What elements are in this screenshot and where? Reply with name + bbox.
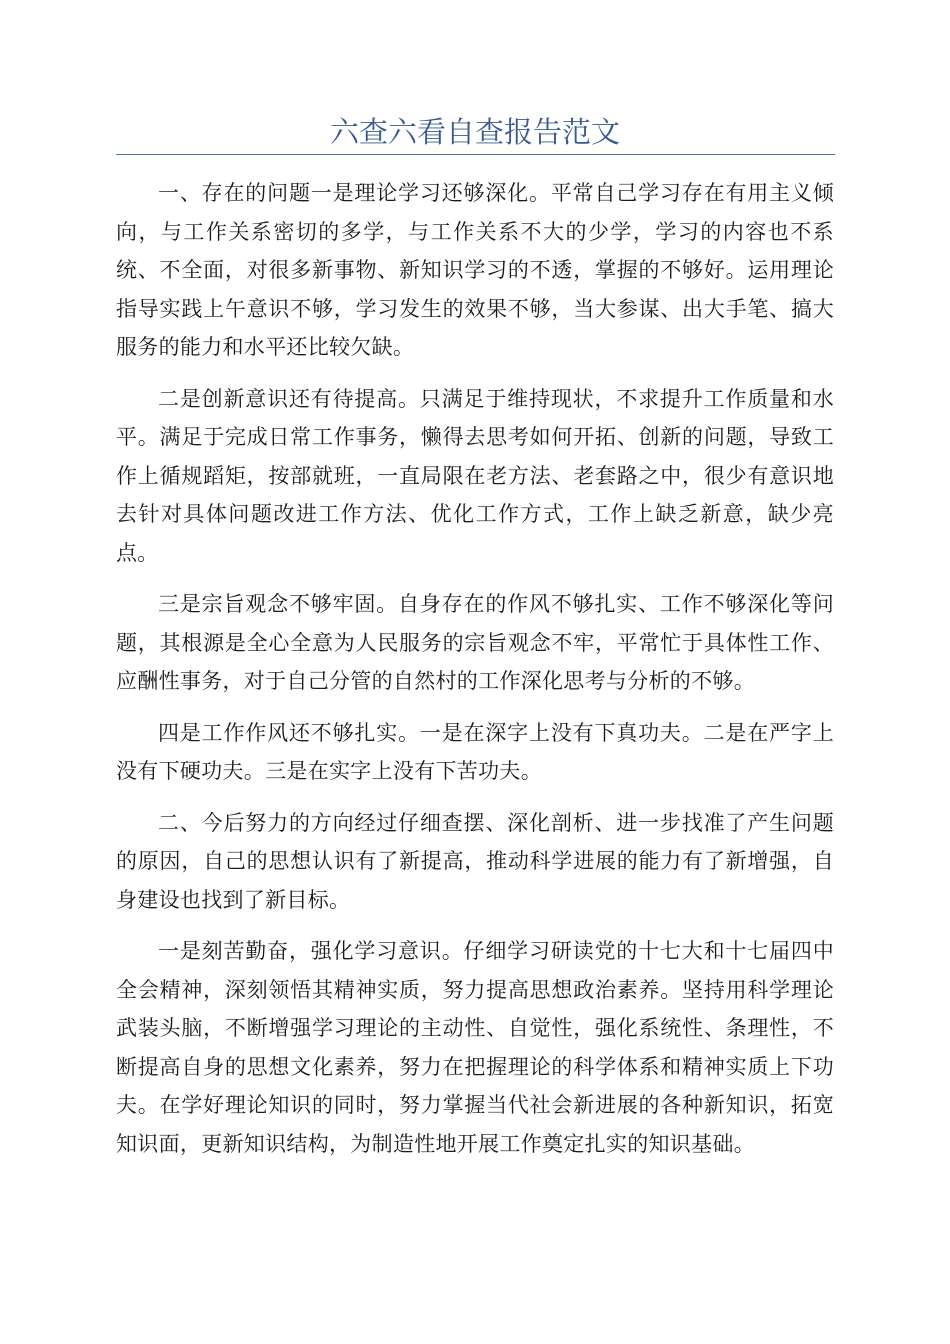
document-body — [116, 174, 834, 1176]
document-title: 六查六看自查报告范文 — [329, 115, 620, 149]
paragraph-problems-purpose: 三是宗旨观念不够牢固。自身存在的作风不够扎实、工作不够深化等问题，其根源是全心全意为人民服务的宗旨观念不牢，平常忙于具体性工作、应酬性事务，对于自己分管的自然村的工作深化思考与分析的不够。 — [116, 592, 834, 693]
title-underline — [116, 154, 835, 155]
paragraph-problems-theory: 一、存在的问题一是理论学习还够深化。平常自己学习存在有用主义倾向，与工作关系密切的多学，与工作关系不大的少学，学习的内容也不系统、不全面，对很多新事物、新知识学习的不透，掌握的不够好。运用理论指导实践上午意识不够，学习发生的效果不够，当大参谋、出大手笔、搞大服务的能力和水平还比较欠缺。 — [116, 181, 834, 359]
paragraph-problems-innovation: 二是创新意识还有待提高。只满足于维持现状，不求提升工作质量和水平。满足于完成日常工作事务，懒得去思考如何开拓、创新的问题，导致工作上循规蹈矩，按部就班，一直局限在老方法、老套路之中，很少有意识地去针对具体问题改进工作方法、优化工作方式，工作上缺乏新意，缺少亮点。 — [116, 386, 834, 565]
paragraph-problems-workstyle: 四是工作作风还不够扎实。一是在深字上没有下真功夫。二是在严字上没有下硬功夫。三是在实字上没有下苦功夫。 — [116, 720, 834, 783]
paragraph-future-direction: 二、今后努力的方向经过仔细查摆、深化剖析、进一步找准了产生问题的原因，自己的思想认识有了新提高，推动科学进展的能力有了新增强，自身建设也找到了新目标。 — [116, 810, 834, 912]
paragraph-study-diligently: 一是刻苦勤奋，强化学习意识。仔细学习研读党的十七大和十七届四中全会精神，深刻领悟其精神实质，努力提高思想政治素养。坚持用科学理论武装头脑，不断增强学习理论的主动性、自觉性，强化系统性、条理性，不断提高自身的思想文化素养，努力在把握理论的科学体系和精神实质上下功夫。在学好理论知识的同时，努力掌握当代社会新进展的各种新知识，拓宽知识面，更新知识结构，为制造性地开展工作奠定扎实的知识基础。 — [116, 939, 834, 1156]
